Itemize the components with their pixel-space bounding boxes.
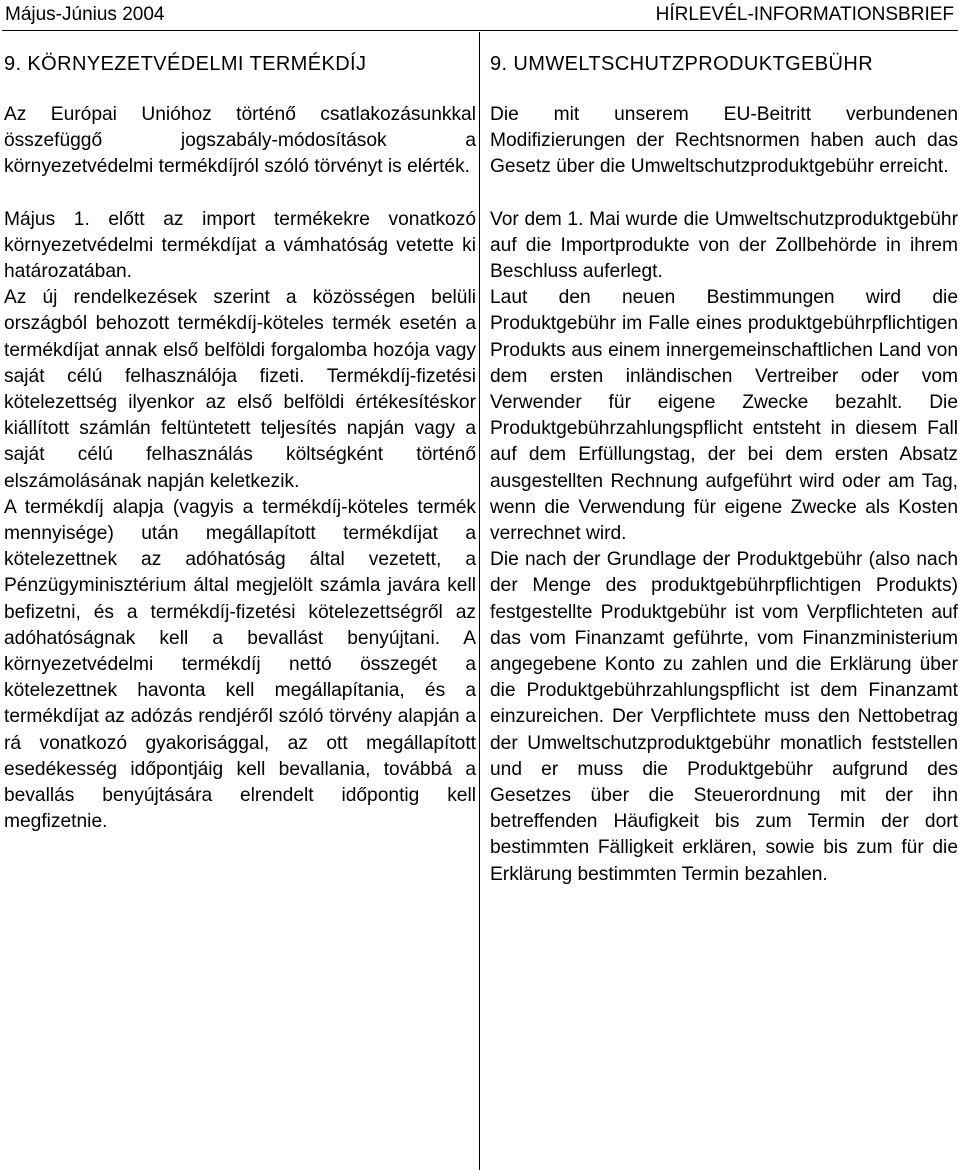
right-section-title: 9. UMWELTSCHUTZPRODUKTGEBÜHR xyxy=(490,53,874,75)
header-date: Május-Június 2004 xyxy=(5,4,165,25)
left-paragraph-intro: Az Európai Unióhoz történő csatlakozásunkkal összefüggő jogszabály-módosítások a környezetvédelmi termékdíjról szóló törvényt is elérték. xyxy=(4,104,476,178)
left-paragraph-new-rules: Az új rendelkezések szerint a közösségen belüli országból behozott termékdíj-köteles termék esetén a termékdíjat annak első belföldi forgalomba hozója vagy saját célú felhasználója fizeti. Termékdíj-fizetési kötelezettség ilyenkor az első belföldi értékesítéskor kiállított számlán feltüntetett teljesítés napján vagy a saját célú felhasználás költségként történő elszámolásának napján keletkezik. xyxy=(4,287,476,492)
right-paragraph-intro: Die mit unserem EU-Beitritt verbundenen Modifizierungen der Rechtsnormen haben auch das Gesetz über die Umweltschutzproduktgebühr erreicht. xyxy=(490,104,958,178)
page-header xyxy=(0,0,960,34)
header-rule xyxy=(2,30,958,31)
right-paragraph-payment: Die nach der Grundlage der Produktgebühr (also nach der Menge des produktgebührpflichtigen Produkts) festgestellte Produktgebühr ist vom Verpflichteten auf das vom Finanzamt geführte, vom Finanzministerium angegebene Konto zu zahlen und die Erklärung über die Produktgebührzahlungspflicht ist dem Finanzamt einzureichen. Der Verpflichtete muss den Nettobetrag der Umweltschutzproduktgebühr monatlich feststellen und er muss die Produktgebühr aufgrund des Gesetzes über die Steuerordnung mit der ihn betreffenden Häufigkeit bis zum Termin der dort bestimmten Fälligkeit erklären, sowie bis zum für die Erklärung bestimmten Termin bezahlen. xyxy=(490,549,958,885)
right-paragraph-new-rules: Laut den neuen Bestimmungen wird die Produktgebühr im Falle eines produktgebührpflichtigen Produkts aus einem innergemeinschaftlichen Land von dem ersten inländischen Vertreiber oder vom Verwender für eigene Zwecke bezahlt. Die Produktgebührzahlungspflicht entsteht in diesem Fall auf dem Erfüllungstag, der bei dem ersten Absatz ausgestellten Rechnung aufgeführt wird oder am Tag, wenn die Verwendung für eigene Zwecke als Kosten verrechnet wird. xyxy=(490,287,958,545)
left-section-title: 9. KÖRNYEZETVÉDELMI TERMÉKDÍJ xyxy=(4,53,367,75)
left-column-body xyxy=(4,102,476,835)
left-paragraph-before-may: Május 1. előtt az import termékekre vonatkozó környezetvédelmi termékdíjat a vámhatóság vetette ki határozatában. xyxy=(4,208,476,283)
right-paragraph-before-may: Vor dem 1. Mai wurde die Umweltschutzproduktgebühr auf die Importprodukte von der Zollbehörde in ihrem Beschluss auferlegt. xyxy=(490,208,958,283)
column-divider xyxy=(479,32,480,1170)
right-column-body xyxy=(490,102,958,888)
header-publication-title: HÍRLEVÉL-INFORMATIONSBRIEF xyxy=(655,4,954,25)
left-paragraph-payment: A termékdíj alapja (vagyis a termékdíj-köteles termék mennyisége) után megállapított termékdíjat a kötelezettnek az adóhatóság által vezetett, a Pénzügyminisztérium által megjelölt számla javára kell befizetni, és a termékdíj-fizetési kötelezettségről az adóhatóságnak kell a bevallást benyújtani. A környezetvédelmi termékdíj nettó összegét a kötelezettnek havonta kell megállapítania, és a termékdíjat az adózás rendjéről szóló törvény alapján a rá vonatkozó gyakorisággal, az ott megállapított esedékesség időpontjáig kell bevallania, továbbá a bevallás benyújtására elrendelt időpontig kell megfizetnie. xyxy=(4,496,476,833)
